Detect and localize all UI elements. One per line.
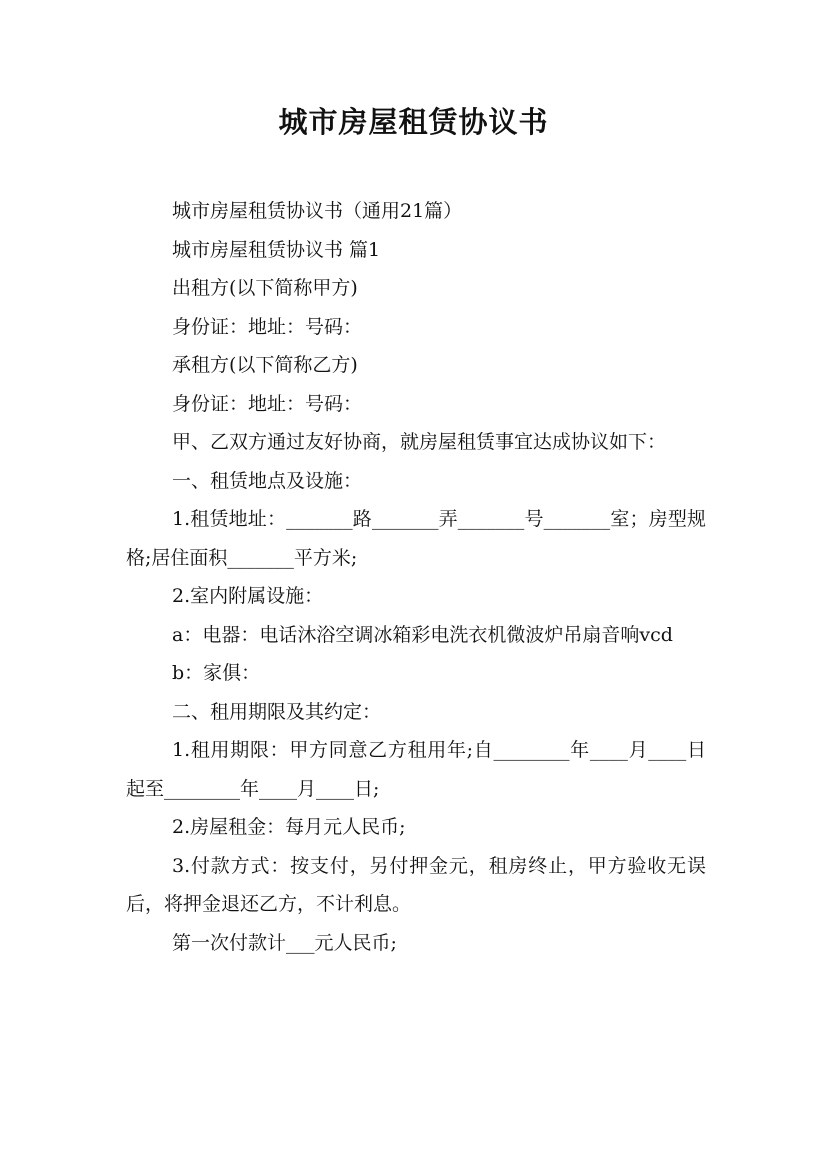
paragraph-rental-address: 1.租赁地址：_______路_______弄_______号_______室；房型规格;居住面积_______平方米;	[126, 508, 706, 569]
paragraph-subtitle: 城市房屋租赁协议书（通用21篇）	[172, 200, 463, 222]
paragraph-facilities: 2.室内附属设施：	[172, 585, 324, 607]
paragraph-agreement-intro: 甲、乙双方通过友好协商，就房屋租赁事宜达成协议如下：	[172, 431, 667, 453]
paragraph-rent: 2.房屋租金：每月元人民币;	[172, 816, 406, 838]
paragraph-section-2-heading: 二、租用期限及其约定：	[172, 700, 382, 723]
paragraph-article-heading: 城市房屋租赁协议书 篇1	[172, 238, 381, 261]
document-title: 城市房屋租赁协议书	[278, 105, 549, 139]
paragraph-furniture: b：家俱：	[172, 662, 261, 684]
paragraph-lease-term: 1.租用期限：甲方同意乙方租用年;自________年____月____日起至________年____月____日;	[126, 739, 706, 800]
paragraph-lessee-id: 身份证：地址：号码：	[172, 392, 363, 415]
paragraph-lessor-id: 身份证：地址：号码：	[172, 315, 363, 338]
paragraph-lessee: 承租方(以下简称乙方)	[172, 354, 358, 376]
paragraph-payment-method: 3.付款方式：按支付，另付押金元，租房终止，甲方验收无误后，将押金退还乙方，不计利息。	[126, 854, 706, 915]
paragraph-lessor: 出租方(以下简称甲方)	[172, 277, 358, 299]
paragraph-first-payment: 第一次付款计___元人民币;	[172, 931, 397, 954]
paragraph-section-1-heading: 一、租赁地点及设施：	[172, 469, 363, 492]
document-body	[126, 192, 706, 962]
paragraph-appliances: a：电器：电话沐浴空调冰箱彩电洗衣机微波炉吊扇音响vcd	[172, 623, 673, 646]
